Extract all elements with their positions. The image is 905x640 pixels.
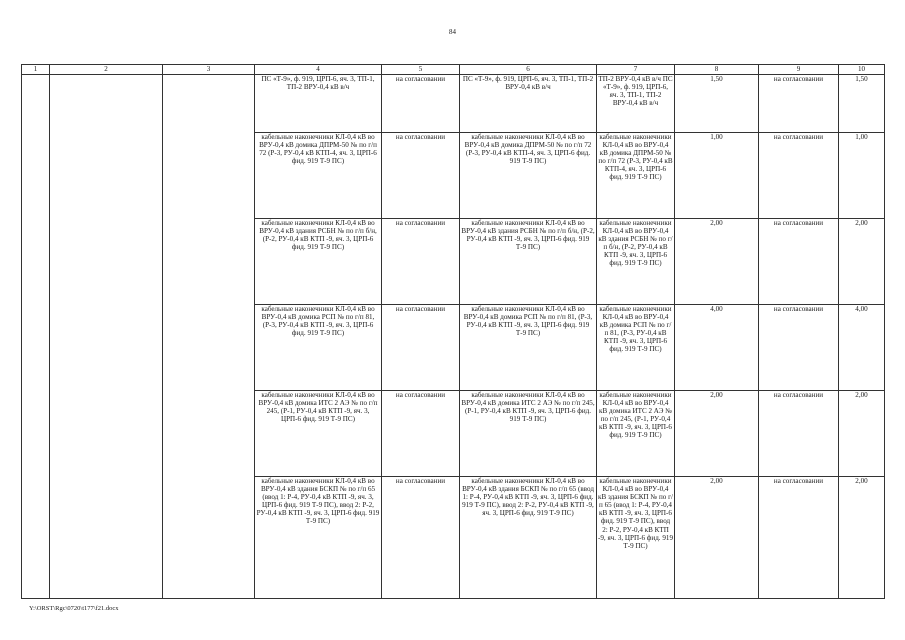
cell-c1 — [22, 75, 50, 599]
cell-c6: ПС «Т-9», ф. 919, ЦРП-6, яч. 3, ТП-1, ТП-2 ВРУ-0,4 кВ в/ч — [460, 75, 597, 133]
cell-c4: кабельные наконечники КЛ-0,4 кВ во ВРУ-0,4 кВ здания РСБН № по г/п б/н, (Р-2, РУ-0,4 кВ КТП -9, яч. 3, ЦРП-6 фид. 919 Т-9 ПС) — [255, 219, 382, 305]
cell-c10: 1,00 — [839, 133, 885, 219]
cell-c9: на согласовании — [759, 305, 839, 391]
cell-c10: 4,00 — [839, 305, 885, 391]
column-header: 5 — [382, 65, 460, 75]
cell-c7: ТП-2 ВРУ-0,4 кВ в/ч ПС «Т-9», ф. 919, ЦРП-6, яч. 3, ТП-1, ТП-2 ВРУ-0,4 кВ в/ч — [597, 75, 675, 133]
column-header: 10 — [839, 65, 885, 75]
table-row — [22, 75, 885, 133]
column-header: 8 — [675, 65, 759, 75]
cell-c5: на согласовании — [382, 133, 460, 219]
column-header: 3 — [163, 65, 255, 75]
cell-c9: на согласовании — [759, 391, 839, 477]
column-header: 4 — [255, 65, 382, 75]
cell-c10: 2,00 — [839, 477, 885, 599]
cell-c4: кабельные наконечники КЛ-0,4 кВ во ВРУ-0,4 кВ домика ДПРМ-50 № по г/п 72 (Р-3, РУ-0,4 кВ КТП-4, яч. 3, ЦРП-6 фид. 919 Т-9 ПС) — [255, 133, 382, 219]
cell-c8: 2,00 — [675, 219, 759, 305]
cell-c7: кабельные наконечники КЛ-0,4 кВ во ВРУ-0,4 кВ домика РСП № по г/п 81, (Р-3, РУ-0,4 кВ КТП -9, яч. 3, ЦРП-6 фид. 919 Т-9 ПС) — [597, 305, 675, 391]
column-header: 1 — [22, 65, 50, 75]
cell-c3 — [163, 75, 255, 599]
cell-c4: кабельные наконечники КЛ-0,4 кВ во ВРУ-0,4 кВ здания БСКП № по г/п 65 (ввод 1: Р-4, РУ-0,4 кВ КТП -9, яч. 3, ЦРП-6 фид. 919 Т-9 ПС), ввод 2: Р-2, РУ-0,4 кВ КТП -9, яч. 3, ЦРП-6 фид. 919 Т-9 ПС) — [255, 477, 382, 599]
cell-c6: кабельные наконечники КЛ-0,4 кВ во ВРУ-0,4 кВ здания РСБН № по г/п б/н, (Р-2, РУ-0,4 кВ КТП -9, яч. 3, ЦРП-6 фид. 919 Т-9 ПС) — [460, 219, 597, 305]
cell-c7: кабельные наконечники КЛ-0,4 кВ во ВРУ-0,4 кВ здания БСКП № по г/п 65 (ввод 1: Р-4, РУ-0,4 кВ КТП -9, яч. 3, ЦРП-6 фид. 919 Т-9 ПС), ввод 2: Р-2, РУ-0,4 кВ КТП -9, яч. 3, ЦРП-6 фид. 919 Т-9 ПС) — [597, 477, 675, 599]
cell-c8: 1,50 — [675, 75, 759, 133]
cell-c7: кабельные наконечники КЛ-0,4 кВ во ВРУ-0,4 кВ домика ДПРМ-50 № по г/п 72 (Р-3, РУ-0,4 кВ КТП-4, яч. 3, ЦРП-6 фид. 919 Т-9 ПС) — [597, 133, 675, 219]
column-header: 7 — [597, 65, 675, 75]
cell-c10: 2,00 — [839, 219, 885, 305]
cell-c5: на согласовании — [382, 305, 460, 391]
header-row — [22, 65, 885, 75]
cell-c8: 1,00 — [675, 133, 759, 219]
cell-c5: на согласовании — [382, 75, 460, 133]
cell-c9: на согласовании — [759, 75, 839, 133]
cell-c8: 4,00 — [675, 305, 759, 391]
cell-c9: на согласовании — [759, 133, 839, 219]
cell-c5: на согласовании — [382, 477, 460, 599]
cell-c8: 2,00 — [675, 477, 759, 599]
cell-c10: 1,50 — [839, 75, 885, 133]
cell-c10: 2,00 — [839, 391, 885, 477]
cell-c6: кабельные наконечники КЛ-0,4 кВ во ВРУ-0,4 кВ домика ИТС 2 АЭ № по г/п 245, (Р-1, РУ-0,4 кВ КТП -9, яч. 3, ЦРП-6 фид. 919 Т-9 ПС) — [460, 391, 597, 477]
file-path-footer: Y:\ORST\Rgc\0720\t177\f21.docx — [29, 605, 119, 612]
cell-c9: на согласовании — [759, 219, 839, 305]
column-header: 6 — [460, 65, 597, 75]
cell-c6: кабельные наконечники КЛ-0,4 кВ во ВРУ-0,4 кВ домика ДПРМ-50 № по г/п 72 (Р-3, РУ-0,4 кВ КТП-4, яч. 3, ЦРП-6 фид. 919 Т-9 ПС) — [460, 133, 597, 219]
cell-c9: на согласовании — [759, 477, 839, 599]
data-table — [21, 64, 885, 599]
cell-c7: кабельные наконечники КЛ-0,4 кВ во ВРУ-0,4 кВ здания РСБН № по г/п б/н, (Р-2, РУ-0,4 кВ КТП -9, яч. 3, ЦРП-6 фид. 919 Т-9 ПС) — [597, 219, 675, 305]
page-number: 84 — [449, 28, 456, 36]
cell-c6: кабельные наконечники КЛ-0,4 кВ во ВРУ-0,4 кВ здания БСКП № по г/п 65 (ввод 1: Р-4, РУ-0,4 кВ КТП -9, яч. 3, ЦРП-6 фид. 919 Т-9 ПС), ввод 2: Р-2, РУ-0,4 кВ КТП -9, яч. 3, ЦРП-6 фид. 919 Т-9 ПС) — [460, 477, 597, 599]
cell-c5: на согласовании — [382, 391, 460, 477]
cell-c5: на согласовании — [382, 219, 460, 305]
cell-c2 — [50, 75, 163, 599]
cell-c4: кабельные наконечники КЛ-0,4 кВ во ВРУ-0,4 кВ домика ИТС 2 АЭ № по г/п 245, (Р-1, РУ-0,4 кВ КТП -9, яч. 3, ЦРП-6 фид. 919 Т-9 ПС) — [255, 391, 382, 477]
cell-c4: ПС «Т-9», ф. 919, ЦРП-6, яч. 3, ТП-1, ТП-2 ВРУ-0,4 кВ в/ч — [255, 75, 382, 133]
cell-c8: 2,00 — [675, 391, 759, 477]
cell-c4: кабельные наконечники КЛ-0,4 кВ во ВРУ-0,4 кВ домика РСП № по г/п 81, (Р-3, РУ-0,4 кВ КТП -9, яч. 3, ЦРП-6 фид. 919 Т-9 ПС) — [255, 305, 382, 391]
column-header: 2 — [50, 65, 163, 75]
cell-c6: кабельные наконечники КЛ-0,4 кВ во ВРУ-0,4 кВ домика РСП № по г/п 81, (Р-3, РУ-0,4 кВ КТП -9, яч. 3, ЦРП-6 фид. 919 Т-9 ПС) — [460, 305, 597, 391]
cell-c7: кабельные наконечники КЛ-0,4 кВ во ВРУ-0,4 кВ домика ИТС 2 АЭ № по г/п 245, (Р-1, РУ-0,4 кВ КТП -9, яч. 3, ЦРП-6 фид. 919 Т-9 ПС) — [597, 391, 675, 477]
column-header: 9 — [759, 65, 839, 75]
